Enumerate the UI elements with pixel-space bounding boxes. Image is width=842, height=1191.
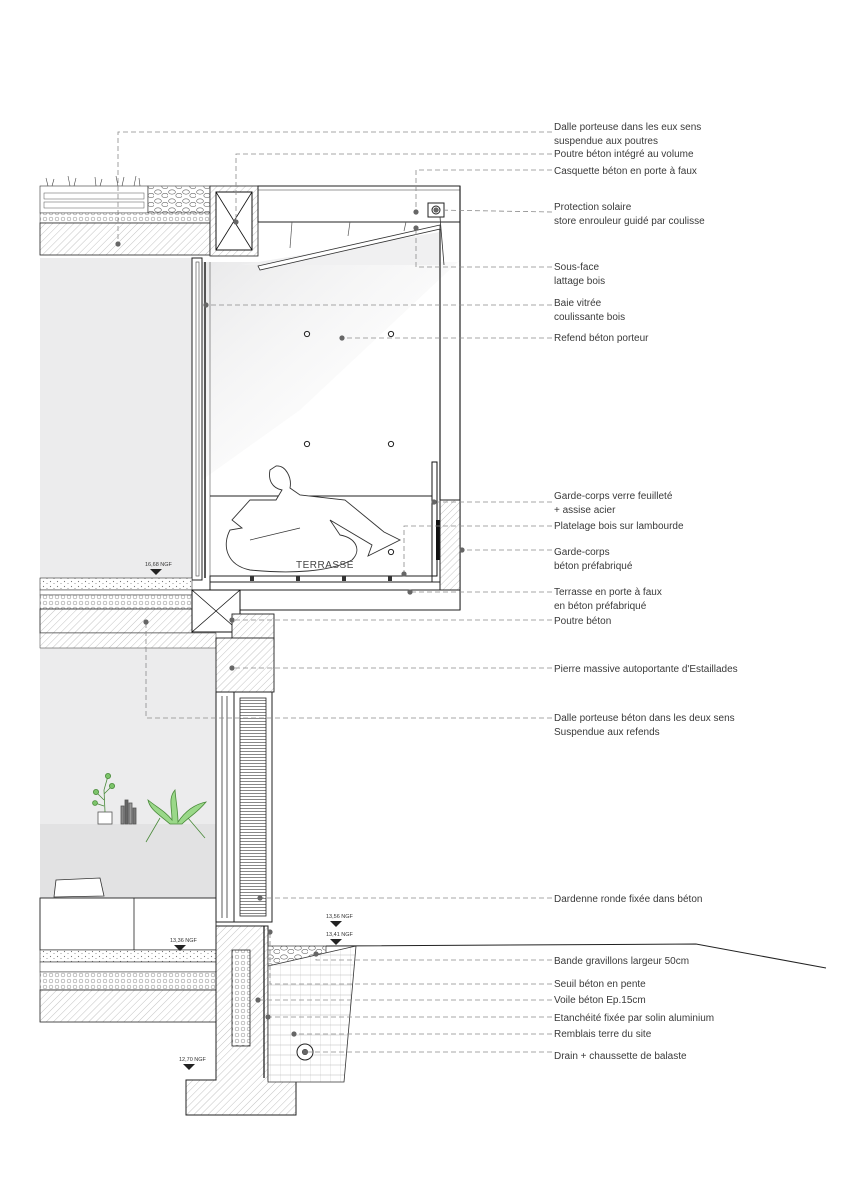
annotation-garde-corps-beton-2: béton préfabriqué xyxy=(554,561,633,572)
level-marker-ext-upper xyxy=(326,914,354,927)
annotation-baie-vitree-1: Baie vitrée xyxy=(554,298,602,309)
annotation-texts xyxy=(554,122,738,1062)
grass-tufts xyxy=(46,176,140,186)
annotation-poutre-beton: Poutre béton xyxy=(554,616,612,627)
annotation-seuil: Seuil béton en pente xyxy=(554,979,646,990)
annotation-pierre-massive: Pierre massive autoportante d'Estaillades xyxy=(554,664,738,675)
level-text-ext-upper: 13,56 NGF xyxy=(326,914,353,920)
stone-wall xyxy=(216,614,274,922)
annotation-garde-corps-verre-2: + assise acier xyxy=(554,505,616,516)
annotation-poutre-volume: Poutre béton intégré au volume xyxy=(554,149,694,160)
ground-slab-interior xyxy=(40,950,216,1022)
annotation-platelage: Platelage bois sur lambourde xyxy=(554,521,684,532)
annotation-dalle-refends-2: Suspendue aux refends xyxy=(554,727,660,738)
leader-pierre-massive xyxy=(229,665,552,670)
leader-garde-corps-beton xyxy=(459,547,552,552)
annotation-casquette: Casquette béton en porte à faux xyxy=(554,166,697,177)
annotation-dalle-poutres-1: Dalle porteuse dans les eux sens xyxy=(554,122,702,133)
level-marker-ext-lower xyxy=(326,932,354,945)
room-label-terrasse: TERRASSE xyxy=(296,560,354,571)
annotation-terrasse-porte-faux-2: en béton préfabriqué xyxy=(554,601,647,612)
annotation-refend: Refend béton porteur xyxy=(554,333,649,344)
leader-dardenne xyxy=(257,895,552,900)
annotation-protection-solaire-2: store enrouleur guidé par coulisse xyxy=(554,216,705,227)
annotation-etancheite: Etanchéité fixée par solin aluminium xyxy=(554,1013,715,1024)
annotation-dalle-refends-1: Dalle porteuse béton dans les deux sens xyxy=(554,713,735,724)
level-text-terrace: 16,68 NGF xyxy=(145,562,172,568)
annotation-dardenne: Dardenne ronde fixée dans béton xyxy=(554,894,703,905)
level-text-interior: 13,36 NGF xyxy=(170,938,197,944)
annotation-sous-face-2: lattage bois xyxy=(554,276,606,287)
level-text-ext-lower: 13,41 NGF xyxy=(326,932,353,938)
annotation-garde-corps-verre-1: Garde-corps verre feuilleté xyxy=(554,491,673,502)
level-text-foundation: 12,70 NGF xyxy=(179,1057,206,1063)
concrete-parapet xyxy=(440,500,460,590)
annotation-bande-gravillons: Bande gravillons largeur 50cm xyxy=(554,956,690,967)
annotation-garde-corps-beton-1: Garde-corps xyxy=(554,547,610,558)
annotation-remblais: Remblais terre du site xyxy=(554,1029,652,1040)
leader-poutre-beton xyxy=(229,617,552,622)
exterior-ground xyxy=(264,926,826,1082)
annotation-voile: Voile béton Ep.15cm xyxy=(554,995,646,1006)
floor-slab-upper xyxy=(40,578,192,633)
annotation-drain: Drain + chaussette de balaste xyxy=(554,1051,687,1062)
annotation-baie-vitree-2: coulissante bois xyxy=(554,312,626,323)
annotation-protection-solaire-1: Protection solaire xyxy=(554,202,632,213)
level-marker-foundation xyxy=(179,1057,207,1070)
seated-figure xyxy=(226,466,400,572)
annotation-dalle-poutres-2: suspendue aux poutres xyxy=(554,136,658,147)
interior-lower-room xyxy=(40,633,216,900)
green-roof xyxy=(40,176,210,255)
leader-platelage xyxy=(401,526,552,577)
annotation-terrasse-porte-faux-1: Terrasse en porte à faux xyxy=(554,587,662,598)
annotation-sous-face-1: Sous-face xyxy=(554,262,600,273)
terrace-floor xyxy=(210,576,460,610)
